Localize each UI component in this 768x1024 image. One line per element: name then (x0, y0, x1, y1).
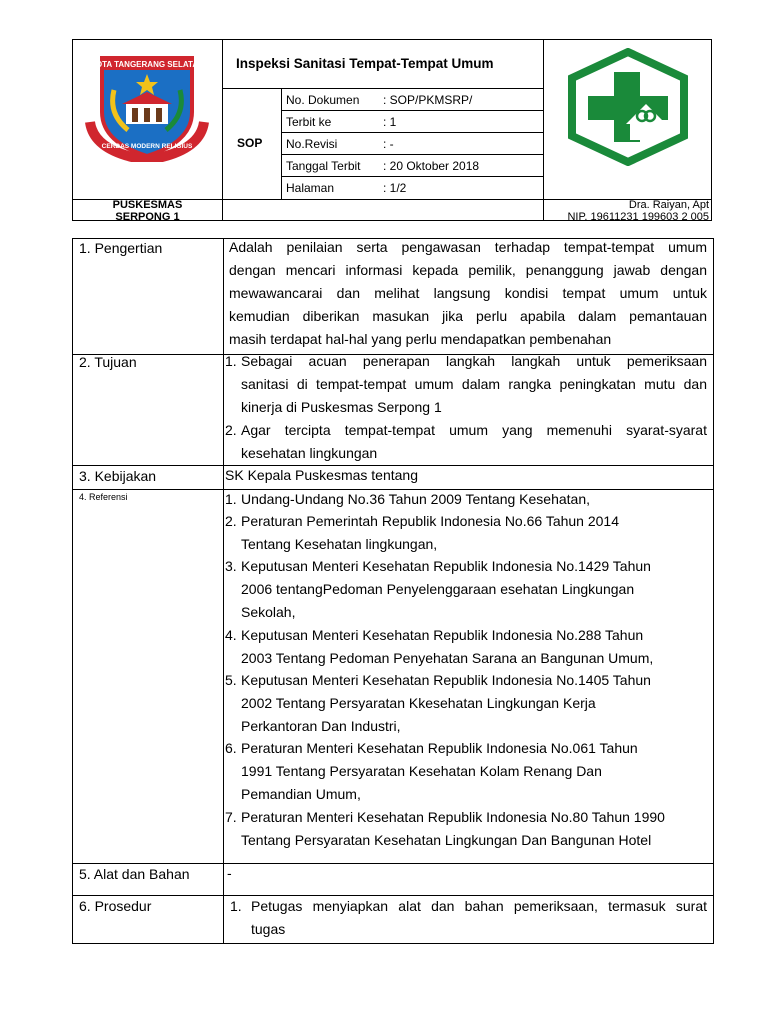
field-value-no-dokumen: : SOP/PKMSRP/ (383, 93, 473, 107)
referensi-line: Tentang Persyaratan Kesehatan Lingkungan Dan Bangunan Hotel (241, 832, 652, 848)
sop-label: SOP (237, 136, 263, 150)
referensi-line: Pemandian Umum, (241, 786, 361, 802)
signer-name: Dra. Raiyan, Apt (628, 199, 709, 211)
puskesmas-logo (566, 48, 690, 166)
referensi-line: Peraturan Menteri Kesehatan Republik Indonesia No.061 Tahun (241, 740, 638, 756)
pengertian-text (229, 236, 707, 351)
logo-text-top: KOTA TANGERANG SELATAN (90, 60, 204, 69)
pengertian-line: masih terdapat hal-hal yang perlu mendapatkan pembenahan (229, 331, 612, 347)
referensi-line: 2002 Tentang Persyaratan Kkesehatan Lingkungan Kerja (241, 695, 596, 711)
referensi-line: Tentang Kesehatan lingkungan, (241, 536, 438, 552)
field-value-terbit: : 1 (383, 115, 397, 129)
field-value-tanggal: : 20 Oktober 2018 (383, 159, 480, 173)
tujuan-num: 2. (225, 422, 237, 438)
tujuan-line: Sebagai acuan penerapan langkah langkah untuk pemeriksaan (241, 353, 707, 369)
tujuan-line: sanitasi di tempat-tempat umum dalam rangka peningkatan mutu dan (241, 376, 707, 392)
field-label-tanggal: Tanggal Terbit (286, 159, 361, 173)
field-value-halaman: : 1/2 (383, 181, 407, 195)
tujuan-item (241, 419, 707, 465)
label-tujuan: 2. Tujuan (79, 354, 137, 370)
referensi-line: Peraturan Menteri Kesehatan Republik Indonesia No.80 Tahun 1990 (241, 809, 665, 825)
signer-block (543, 199, 709, 223)
logo-text-bottom: CERDAS MODERN RELIGIUS (101, 143, 193, 150)
referensi-line: Keputusan Menteri Kesehatan Republik Indonesia No.1405 Tahun (241, 672, 651, 688)
org-name (73, 199, 222, 223)
document-title: Inspeksi Sanitasi Tempat-Tempat Umum (236, 56, 494, 71)
referensi-num: 6. (225, 740, 237, 756)
referensi-num: 2. (225, 513, 237, 529)
referensi-num: 7. (225, 809, 237, 825)
field-label-no-dokumen: No. Dokumen (286, 93, 360, 107)
tujuan-line: kesehatan lingkungan (241, 445, 378, 461)
referensi-line: Undang-Undang No.36 Tahun 2009 Tentang Kesehatan, (241, 491, 590, 507)
prosedur-item (251, 895, 707, 941)
referensi-num: 4. (225, 627, 237, 643)
prosedur-num: 1. (230, 898, 242, 914)
label-pengertian: 1. Pengertian (79, 240, 163, 256)
referensi-num: 1. (225, 491, 237, 507)
referensi-line: Keputusan Menteri Kesehatan Republik Indonesia No.288 Tahun (241, 627, 644, 643)
org-line-1: PUSKESMAS (112, 199, 183, 211)
label-prosedur: 6. Prosedur (79, 898, 152, 914)
field-value-revisi: : - (383, 137, 394, 151)
pengertian-line: dengan mencari informasi kepada pemilik, penanggung jawab dengan (229, 262, 707, 278)
referensi-line: Keputusan Menteri Kesehatan Republik Indonesia No.1429 Tahun (241, 558, 651, 574)
pengertian-line: mewawancarai dan melihat langsung kondisi tempat umum untuk (229, 285, 707, 301)
alat-bahan-text: - (227, 865, 232, 881)
tujuan-line: Agar tercipta tempat-tempat umum yang memenuhi syarat-syarat (241, 422, 707, 438)
label-kebijakan: 3. Kebijakan (79, 468, 157, 484)
pengertian-line: kemudian diberikan masukan jika perlu apabila dalam pemantauan (229, 308, 707, 324)
prosedur-line: Petugas menyiapkan alat dan bahan pemeriksaan, termasuk surat (251, 898, 707, 914)
label-alat-bahan: 5. Alat dan Bahan (79, 866, 190, 882)
pengertian-line: Adalah penilaian serta pengawasan terhadap tempat-tempat umum (229, 239, 707, 255)
referensi-line: 2003 Tentang Pedoman Penyehatan Sarana an Bangunan Umum, (241, 650, 654, 666)
kebijakan-text: SK Kepala Puskesmas tentang (225, 467, 419, 483)
prosedur-line: tugas (251, 921, 286, 937)
field-label-terbit: Terbit ke (286, 115, 332, 129)
tujuan-item (241, 350, 707, 419)
field-label-halaman: Halaman (286, 181, 335, 195)
referensi-line: 2006 tentangPedoman Penyelenggaraan esehatan Lingkungan (241, 581, 635, 597)
referensi-line: Perkantoran Dan Industri, (241, 718, 401, 734)
referensi-num: 5. (225, 672, 237, 688)
city-logo (84, 50, 210, 162)
label-referensi: 4. Referensi (79, 492, 128, 502)
org-line-2: SERPONG 1 (115, 211, 180, 223)
referensi-line: Sekolah, (241, 604, 296, 620)
tujuan-num: 1. (225, 353, 237, 369)
referensi-line: Peraturan Pemerintah Republik Indonesia No.66 Tahun 2014 (241, 513, 619, 529)
tujuan-line: kinerja di Puskesmas Serpong 1 (241, 399, 442, 415)
referensi-num: 3. (225, 558, 237, 574)
signer-nip: NIP. 19611231 199603 2 005 (567, 211, 709, 223)
field-label-revisi: No.Revisi (286, 137, 338, 151)
referensi-line: 1991 Tentang Persyaratan Kesehatan Kolam Renang Dan (241, 763, 602, 779)
